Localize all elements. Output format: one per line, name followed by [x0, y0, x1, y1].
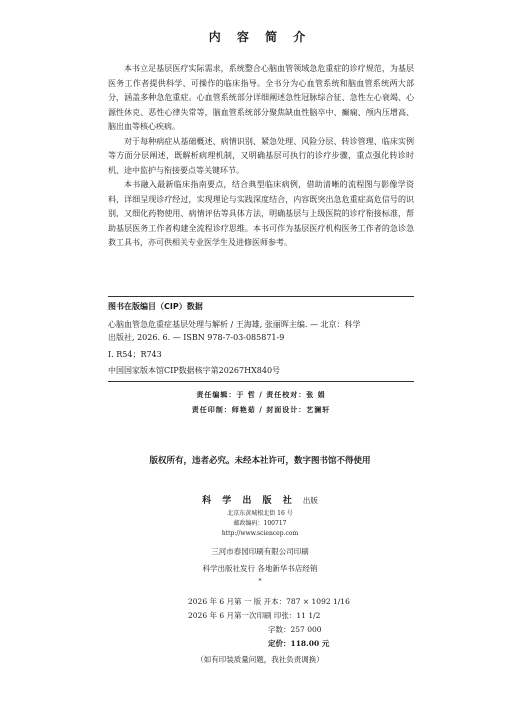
distributor-info: 科学出版社发行 各地新华书店经销	[202, 564, 318, 573]
publisher-name: 科 学 出 版 社	[202, 496, 296, 506]
publisher-website: http://www.sciencep.com	[221, 530, 299, 537]
edition-info: 2026 年 6 月第 一 版 开本：787 × 1092 1/16	[188, 597, 350, 606]
publisher-logo	[0, 493, 520, 506]
cip-heading: 图书在版编目（CIP）数据	[108, 302, 203, 311]
publisher-suffix: 出版	[302, 496, 318, 505]
quality-note: （如有印装质量问题，我社负责调换）	[196, 655, 324, 664]
editor-credits-1: 责任编辑：于 哲 / 责任校对：张 娟	[196, 390, 326, 399]
cip-line-1: 心脑血管急危重症基层处理与解析 / 王海雄, 张丽晖主编. — 北京：科学	[108, 320, 361, 329]
cip-top-rule	[108, 296, 414, 297]
printer-info: 三河市春园印刷有限公司印刷	[211, 547, 309, 556]
intro-section	[108, 62, 414, 251]
separator-star: *	[258, 578, 262, 585]
copyright-notice: 版权所有，违者必究。未经本社许可，数字图书馆不得使用	[149, 456, 371, 466]
section-title: 内 容 简 介	[208, 30, 312, 44]
cip-line-2: 出版社, 2026. 6. — ISBN 978-7-03-085871-9	[108, 333, 285, 342]
cip-line-3: Ⅰ. R54；R743	[108, 350, 162, 359]
intro-paragraph-3: 本书融入最新临床指南要点，结合典型临床病例，借助清晰的流程图与影像学资料，详细呈现诊疗经过，实现理论与实践深度结合，内容既突出急危重症高危信号的识别，又细化药物使用、病情评估等具体方法，明确基层与上级医院的诊疗衔接标准，帮助基层医务工作者构建全流程诊疗思维。本书可作为基层医疗机构医务工作者的急诊急救工具书，亦可供相关专业医学生及进修医师参考。	[108, 180, 414, 247]
printing-info: 2026 年 6 月第一次印刷 印张：11 1/2	[188, 611, 321, 620]
publisher-postcode: 邮政编码：100717	[233, 520, 287, 527]
intro-paragraph-2: 对于每种病症从基础概述、病情识别、紧急处理、风险分层、转诊管理、临床实例等方面分层阐述，既解析病理机制，又明确基层可执行的诊疗步骤，重点强化转诊时机、途中监护与衔接要点等关键环节。	[108, 136, 414, 175]
publisher-address: 北京东黄城根北街 16 号	[227, 510, 293, 517]
editor-credits-2: 责任印制：师艳茹 / 封面设计：艺澜轩	[191, 405, 331, 414]
price: 定价：118.00 元	[268, 639, 330, 648]
word-count: 字数：257 000	[268, 625, 322, 634]
cip-bottom-rule	[108, 381, 414, 382]
intro-paragraph-1: 本书立足基层医疗实际需求，系统整合心脑血管领域急危重症的诊疗规范，为基层医务工作者提供科学、可操作的临床指导。全书分为心血管系统和脑血管系统两大部分，涵盖多种急危重症。心血管系统部分详细阐述急性冠脉综合征、急性左心衰竭、心源性休克、恶性心律失常等，脑血管系统部分聚焦缺血性脑卒中、癫痫、颅内压增高、脑出血等核心疾病。	[108, 64, 414, 131]
cip-line-4: 中国国家版本馆CIP数据核字第20267HX840号	[108, 366, 281, 375]
